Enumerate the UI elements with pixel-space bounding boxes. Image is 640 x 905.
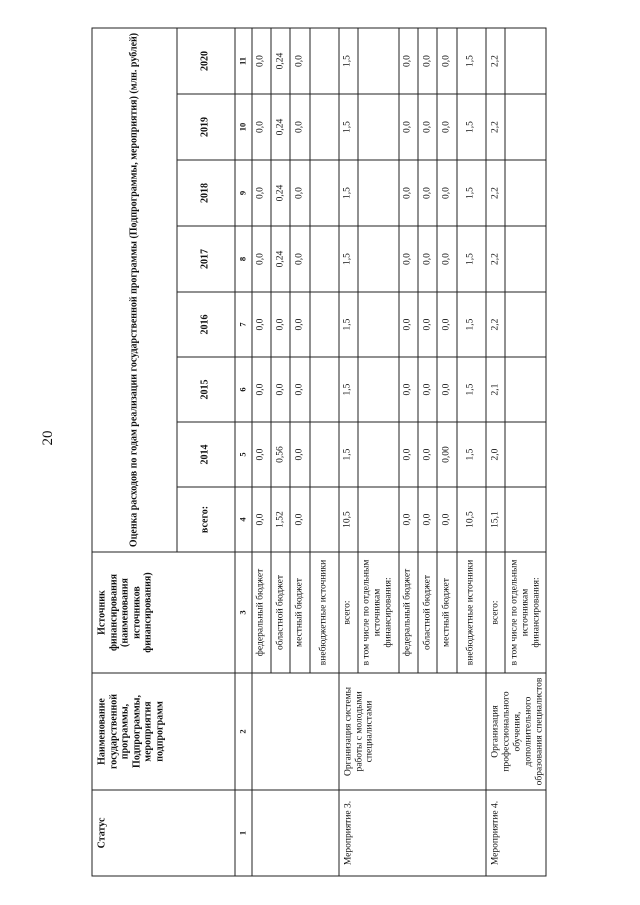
index-cell: 8 (235, 226, 252, 292)
year-value-cell: 1,5 (339, 160, 358, 226)
year-value-cell: 0,56 (271, 422, 290, 487)
index-cell: 6 (235, 357, 252, 422)
header-year: 2019 (177, 94, 235, 160)
year-value-cell: 0,24 (271, 94, 290, 160)
year-value-cell: 0,0 (437, 94, 456, 160)
header-status: Статус (92, 790, 235, 876)
year-value-cell: 2,0 (486, 422, 505, 487)
header-year: 2018 (177, 160, 235, 226)
year-value-cell: 0,0 (418, 292, 437, 357)
year-value-cell: 1,5 (339, 357, 358, 422)
activity-name-cell: Организация профессионального обучения, дополнительного образования специалистов (486, 673, 546, 790)
index-cell: 1 (235, 790, 252, 876)
budget-table (92, 28, 547, 877)
header-name: Наименование государственной программы, Подпрограммы, мероприятия подпрограмм (92, 673, 235, 790)
year-value-cell: 0,0 (290, 292, 309, 357)
year-value-cell: 0,0 (399, 422, 418, 487)
year-value-cell (358, 226, 399, 292)
header-year: 2020 (177, 28, 235, 94)
year-value-cell: 1,5 (339, 292, 358, 357)
year-value-cell: 0,0 (399, 28, 418, 94)
year-value-cell: 1,5 (457, 292, 486, 357)
year-value-cell (358, 292, 399, 357)
source-cell: всего: (339, 552, 358, 673)
index-cell: 4 (235, 487, 252, 552)
year-value-cell (505, 292, 546, 357)
table-row (252, 28, 271, 876)
year-value-cell: 0,0 (418, 28, 437, 94)
year-value-cell: 0,0 (418, 357, 437, 422)
source-cell: областной бюджет (418, 552, 437, 673)
year-value-cell: 0,0 (418, 160, 437, 226)
source-cell: внебюджетные источники (310, 552, 339, 673)
index-cell: 5 (235, 422, 252, 487)
year-value-cell: 2,2 (486, 160, 505, 226)
year-value-cell: 0,24 (271, 28, 290, 94)
index-cell: 11 (235, 28, 252, 94)
total-cell: 10,5 (339, 487, 358, 552)
year-value-cell: 0,0 (290, 226, 309, 292)
year-value-cell: 0,0 (252, 28, 271, 94)
year-value-cell: 1,5 (457, 226, 486, 292)
source-cell: федеральный бюджет (399, 552, 418, 673)
year-value-cell: 0,0 (437, 160, 456, 226)
year-value-cell: 0,0 (252, 94, 271, 160)
year-value-cell: 1,5 (457, 94, 486, 160)
total-cell (505, 487, 546, 552)
year-value-cell: 1,5 (457, 160, 486, 226)
year-value-cell (310, 422, 339, 487)
year-value-cell: 1,5 (339, 94, 358, 160)
index-cell: 9 (235, 160, 252, 226)
index-cell: 2 (235, 673, 252, 790)
year-value-cell: 0,0 (252, 422, 271, 487)
year-value-cell: 0,0 (437, 357, 456, 422)
year-value-cell (505, 422, 546, 487)
year-value-cell: 0,00 (437, 422, 456, 487)
total-cell: 0,0 (290, 487, 309, 552)
year-value-cell: 0,0 (290, 160, 309, 226)
source-cell: внебюджетные источники (457, 552, 486, 673)
index-cell: 10 (235, 94, 252, 160)
source-cell: в том числе по отдельным источникам финансирования: (505, 552, 546, 673)
group4 (486, 28, 546, 876)
source-cell: областной бюджет (271, 552, 290, 673)
year-value-cell: 0,0 (437, 226, 456, 292)
source-cell: местный бюджет (437, 552, 456, 673)
total-cell: 0,0 (418, 487, 437, 552)
header-year: 2014 (177, 422, 235, 487)
year-value-cell (505, 160, 546, 226)
year-value-cell (358, 160, 399, 226)
status-cell: Мероприятие 3. (339, 790, 486, 876)
year-value-cell: 0,0 (290, 357, 309, 422)
year-value-cell: 1,5 (457, 357, 486, 422)
year-value-cell: 0,0 (418, 226, 437, 292)
header-total: всего: (177, 487, 235, 552)
table-row (339, 28, 358, 876)
source-cell: в том числе по отдельным источникам финансирования: (358, 552, 399, 673)
year-value-cell (310, 160, 339, 226)
total-cell: 15,1 (486, 487, 505, 552)
year-value-cell: 0,0 (418, 422, 437, 487)
total-cell: 1,52 (271, 487, 290, 552)
year-value-cell (358, 94, 399, 160)
total-cell: 0,0 (437, 487, 456, 552)
index-cell: 7 (235, 292, 252, 357)
year-value-cell: 0,0 (290, 28, 309, 94)
header-year: 2017 (177, 226, 235, 292)
year-value-cell (310, 226, 339, 292)
budget-table-rotated (92, 29, 547, 877)
group0 (252, 28, 339, 876)
source-cell: федеральный бюджет (252, 552, 271, 673)
year-value-cell (310, 94, 339, 160)
year-value-cell (505, 357, 546, 422)
year-value-cell: 0,0 (252, 160, 271, 226)
year-value-cell: 0,0 (399, 292, 418, 357)
year-value-cell: 0,0 (271, 292, 290, 357)
source-cell: местный бюджет (290, 552, 309, 673)
year-value-cell (505, 94, 546, 160)
year-value-cell: 0,0 (399, 226, 418, 292)
year-value-cell: 2,1 (486, 357, 505, 422)
activity-name-cell: Организация системы работы с молодыми специалистами (339, 673, 486, 790)
year-value-cell: 0,0 (252, 357, 271, 422)
year-value-cell: 1,5 (339, 28, 358, 94)
year-value-cell (358, 28, 399, 94)
status-cell: Мероприятие 4. (486, 790, 546, 876)
year-value-cell: 0,0 (437, 28, 456, 94)
group3 (339, 28, 486, 876)
header-year: 2016 (177, 292, 235, 357)
total-cell (358, 487, 399, 552)
status-cell (252, 790, 339, 876)
year-value-cell: 0,0 (437, 292, 456, 357)
year-value-cell: 1,5 (457, 28, 486, 94)
index-row (235, 28, 252, 876)
year-value-cell: 0,0 (252, 292, 271, 357)
year-value-cell (310, 28, 339, 94)
year-value-cell: 0,0 (418, 94, 437, 160)
header-estimate: Оценка расходов по годам реализации государственной программы (Подпрограммы, мероприятия) (млн. рублей) (92, 28, 177, 552)
year-value-cell: 1,5 (339, 226, 358, 292)
year-value-cell: 1,5 (457, 422, 486, 487)
header-year: 2015 (177, 357, 235, 422)
year-value-cell (505, 28, 546, 94)
year-value-cell (310, 292, 339, 357)
year-value-cell: 0,24 (271, 226, 290, 292)
year-value-cell (310, 357, 339, 422)
total-cell (310, 487, 339, 552)
year-value-cell: 2,2 (486, 94, 505, 160)
table-row (486, 28, 505, 876)
year-value-cell (358, 357, 399, 422)
total-cell: 0,0 (252, 487, 271, 552)
year-value-cell: 0,0 (399, 160, 418, 226)
year-value-cell: 0,0 (290, 422, 309, 487)
year-value-cell: 2,2 (486, 226, 505, 292)
year-value-cell: 0,24 (271, 160, 290, 226)
year-value-cell: 2,2 (486, 292, 505, 357)
activity-name-cell (252, 673, 339, 790)
index-cell: 3 (235, 552, 252, 673)
year-value-cell (358, 422, 399, 487)
year-value-cell: 0,0 (271, 357, 290, 422)
year-value-cell: 0,0 (399, 94, 418, 160)
page-number: 20 (40, 430, 56, 446)
year-value-cell: 0,0 (399, 357, 418, 422)
total-cell: 0,0 (399, 487, 418, 552)
source-cell: всего: (486, 552, 505, 673)
year-value-cell: 1,5 (339, 422, 358, 487)
year-value-cell: 0,0 (252, 226, 271, 292)
header-source: Источник финансирования (наименования источников финансирования) (92, 552, 235, 673)
year-value-cell: 0,0 (290, 94, 309, 160)
total-cell: 10,5 (457, 487, 486, 552)
year-value-cell: 2,2 (486, 28, 505, 94)
year-value-cell (505, 226, 546, 292)
